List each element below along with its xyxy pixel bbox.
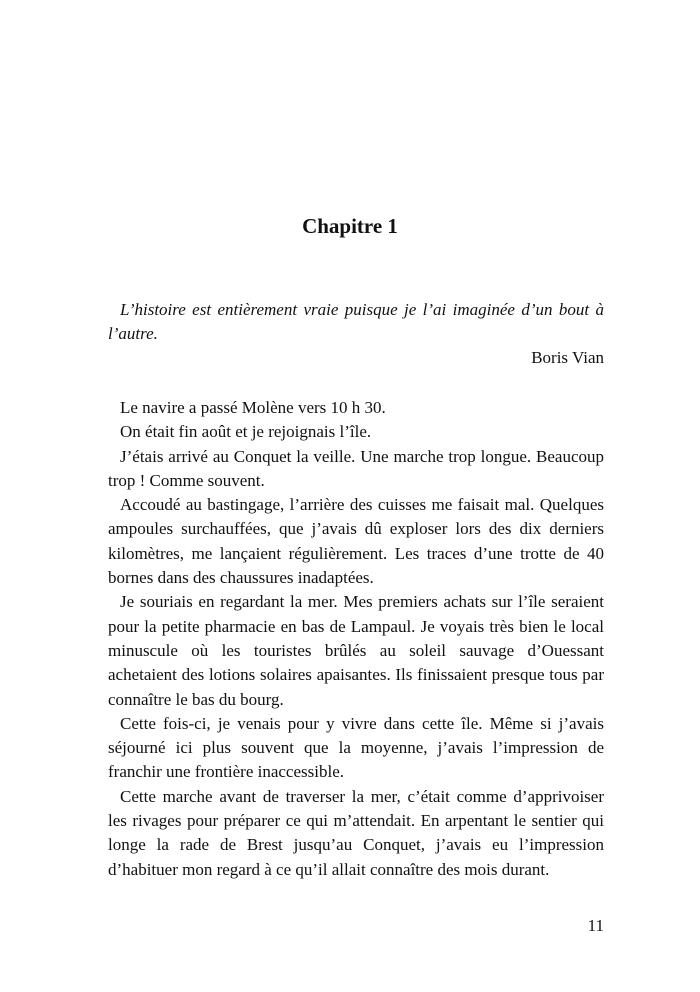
page-number: 11 [587,916,604,935]
paragraph: J’étais arrivé au Conquet la veille. Une marche trop longue. Beaucoup trop ! Comme souvent. [108,446,604,490]
epigraph-author: Boris Vian [531,348,604,367]
paragraph: Le navire a passé Molène vers 10 h 30. [120,398,386,417]
paragraph: Cette fois-ci, je venais pour y vivre dans cette île. Même si j’avais séjourné ici plus souvent que la moyenne, j’avais l’impression de franchir une frontière inaccessible. [108,713,604,782]
chapter-body [108,396,604,882]
paragraph: Je souriais en regardant la mer. Mes premiers achats sur l’île seraient pour la petite pharmacie en bas de Lampaul. Je voyais très bien le local minuscule où les touristes brûlés au soleil sauvage d’Ouessant achetaient des lotions solaires apaisantes. Ils finissaient presque tous par connaître le bas du bourg. [108,592,604,709]
chapter-title: Chapitre 1 [302,214,398,239]
epigraph-quote: L’histoire est entièrement vraie puisque je l’ai imaginée d’un bout à l’autre. [108,300,604,343]
paragraph: Cette marche avant de traverser la mer, c’était comme d’apprivoiser les rivages pour préparer ce qui m’attendait. En arpentant le sentier qui longe la rade de Brest jusqu’au Conquet, j’avais eu l’impression d’habituer mon regard à ce qu’il allait connaître des mois durant. [108,786,604,879]
epigraph [108,298,604,370]
paragraph: On était fin août et je rejoignais l’île. [120,422,372,442]
paragraph: Accoudé au bastingage, l’arrière des cuisses me faisait mal. Quelques ampoules surchauffées, que j’avais dû exploser lors des dix derniers kilomètres, me lançaient régulièrement. Les traces d’une trotte de 40 bornes dans des chaussures inadaptées. [108,495,604,588]
